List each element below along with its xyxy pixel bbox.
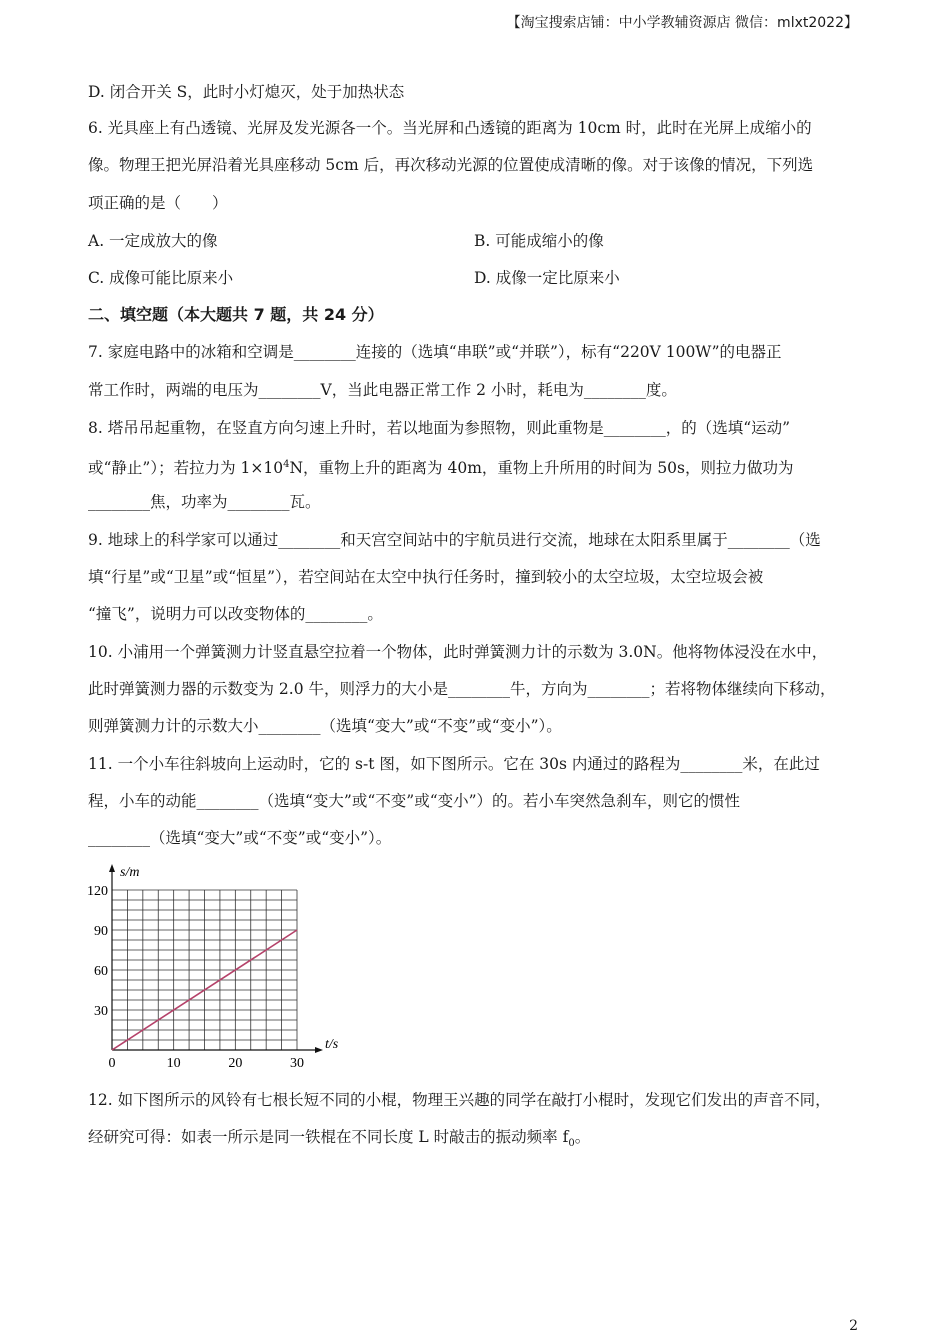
q8-line2: 或“静止”）；若拉力为 $1\times 10^4N$，重物上升的距离为 40m，重物上升所用的时间为 50s，则拉力做功为 xyxy=(88,459,794,478)
q11-line3: ________（选填“变大”或“不变”或“变小”）。 xyxy=(88,829,392,847)
q9-line3: “撞飞”，说明力可以改变物体的________。 xyxy=(88,605,383,623)
q8-line3: ________焦，功率为________瓦。 xyxy=(88,493,321,511)
y-axis-label: s/m xyxy=(120,865,140,880)
x-tick-label: 10 xyxy=(166,1056,181,1071)
q7-line2: 常工作时，两端的电压为________V，当此电器正常工作 2 小时，耗电为________度。 xyxy=(88,381,677,399)
chart-grid xyxy=(112,890,297,1050)
x-tick-label: 0 xyxy=(108,1056,116,1071)
y-axis-arrow xyxy=(109,864,115,872)
q6-line1: 6. 光具座上有凸透镜、光屏及发光源各一个。当光屏和凸透镜的距离为 10cm 时，此时在光屏上成缩小的 xyxy=(88,119,812,137)
y-tick-label: 120 xyxy=(87,884,108,899)
x-tick-label: 20 xyxy=(228,1056,243,1071)
q6-option-a: A. 一定成放大的像 xyxy=(88,232,218,250)
y-tick-label: 90 xyxy=(94,924,108,939)
st-chart xyxy=(80,858,350,1078)
q12-line1: 12. 如下图所示的风铃有七根长短不同的小棍，物理王兴趣的同学在敲打小棍时，发现它们发出的声音不同， xyxy=(88,1091,831,1109)
chart-ticks xyxy=(87,884,304,1071)
q5-option-d: D. 闭合开关 S，此时小灯熄灭，处于加热状态 xyxy=(88,83,405,101)
q6-line3: 项正确的是（ ） xyxy=(88,194,228,212)
q10-line2: 此时弹簧测力器的示数变为 2.0 牛，则浮力的大小是________牛，方向为________；若将物体继续向下移动， xyxy=(88,680,836,698)
y-tick-label: 30 xyxy=(94,1004,108,1019)
page-number: 2 xyxy=(849,1318,858,1334)
q11-line1: 11. 一个小车往斜坡向上运动时，它的 s-t 图，如下图所示。它在 30s 内通过的路程为________米，在此过 xyxy=(88,755,820,773)
q6-line2: 像。物理王把光屏沿着光具座移动 5cm 后，再次移动光源的位置使成清晰的像。对于该像的情况，下列选 xyxy=(88,156,814,174)
x-axis-arrow xyxy=(315,1047,323,1053)
q7-line1: 7. 家庭电路中的冰箱和空调是________连接的（选填“串联”或“并联”），标有“220V 100W”的电器正 xyxy=(88,343,782,361)
watermark-text: 【淘宝搜索店铺：中小学教辅资源店 微信：mlxt2022】 xyxy=(506,15,858,31)
q6-option-b: B. 可能成缩小的像 xyxy=(474,232,604,250)
x-tick-label: 30 xyxy=(290,1056,304,1071)
q6-option-c: C. 成像可能比原来小 xyxy=(88,269,234,287)
q9-line2: 填“行星”或“卫星”或“恒星”），若空间站在太空中执行任务时，撞到较小的太空垃圾，太空垃圾会被 xyxy=(88,568,764,586)
y-tick-label: 60 xyxy=(94,964,108,979)
q6-option-d: D. 成像一定比原来小 xyxy=(474,269,620,287)
q10-line1: 10. 小浦用一个弹簧测力计竖直悬空拉着一个物体，此时弹簧测力计的示数为 3.0N。他将物体浸没在水中， xyxy=(88,643,828,661)
chart-axes xyxy=(109,864,339,1053)
q9-line1: 9. 地球上的科学家可以通过________和天宫空间站中的宇航员进行交流，地球在太阳系里属于________（选 xyxy=(88,531,821,549)
q11-line2: 程，小车的动能________（选填“变大”或“不变”或“变小”）的。若小车突然急刹车，则它的惯性 xyxy=(88,792,741,810)
x-axis-label: t/s xyxy=(325,1037,339,1052)
section2-heading: 二、填空题（本大题共 7 题，共 24 分） xyxy=(88,305,384,324)
q10-line3: 则弹簧测力计的示数大小________（选填“变大”或“不变”或“变小”）。 xyxy=(88,717,562,735)
q12-line2: 经研究可得：如表一所示是同一铁棍在不同长度 L 时敲击的振动频率 $f_0$。 xyxy=(88,1128,591,1150)
q8-line1: 8. 塔吊吊起重物，在竖直方向匀速上升时，若以地面为参照物，则此重物是________，的（选填“运动” xyxy=(88,419,791,437)
